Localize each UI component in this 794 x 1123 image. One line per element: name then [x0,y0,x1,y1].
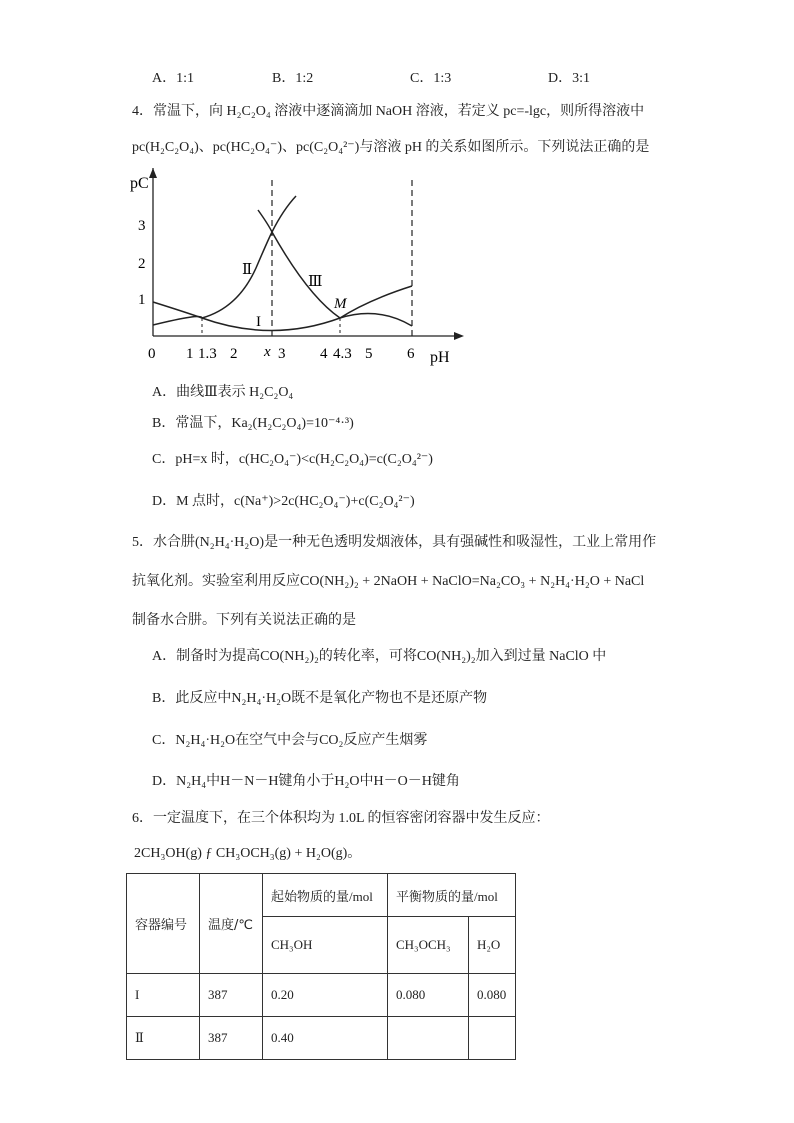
header-initial: 起始物质的量/mol [263,874,388,917]
x-tick-1: 1 [186,346,194,362]
q5-stem-line1: 5．水合肼(N₂H₄·H₂O)是一种无色透明发烟液体，具有强碱性和吸湿性，工业上常用作 [132,535,657,550]
cell-temp: 387 [200,1017,263,1060]
label-curve-II: Ⅱ [242,262,253,278]
header-ch3oh: CH₃OH [263,917,388,974]
q6-equation: 2CH₃OH(g) ƒ CH₃OCH₃(g) + H₂O(g)。 [134,846,362,861]
q4-option-c: C．pH=x 时，c(HC₂O₄⁻)<c(H₂C₂O₄)=c(C₂O₄²⁻) [152,452,433,467]
pc-ph-figure [128,168,468,368]
x-tick-5: 5 [365,346,373,362]
cell-id: Ⅱ [127,1017,200,1060]
cell-id: I [127,974,200,1017]
label-curve-III: Ⅲ [308,274,323,290]
x-tick-x: x [264,344,271,360]
y-tick-3: 3 [138,218,146,234]
header-ch3och3: CH₃OCH₃ [388,917,469,974]
q5-option-c: C．N₂H₄·H₂O在空气中会与CO₂反应产生烟雾 [152,733,428,748]
option-a-q3: A．1:1 [152,71,194,86]
label-point-M: M [334,296,347,312]
q4-option-d: D．M 点时，c(Na⁺)>2c(HC₂O₄⁻)+c(C₂O₄²⁻) [152,494,415,509]
cell-h2o: 0.080 [469,974,516,1017]
option-d-q3: D．3:1 [548,71,590,86]
x-tick-4: 4 [320,346,328,362]
curve-I [153,314,412,331]
q5-option-b: B．此反应中N₂H₄·H₂O既不是氧化产物也不是还原产物 [152,691,488,706]
x-tick-0: 0 [148,346,156,362]
cell-ch3och3: 0.080 [388,974,469,1017]
y-axis-label: pC [130,175,149,192]
option-c-q3: C．1:3 [410,71,452,86]
header-equilibrium: 平衡物质的量/mol [388,874,516,917]
cell-ch3oh: 0.40 [263,1017,388,1060]
header-temperature: 温度/℃ [200,874,263,974]
curve-II [153,196,296,318]
q5-option-d: D．N₂H₄中H－N－H键角小于H₂O中H－O－H键角 [152,774,460,789]
q6-stem-line1: 6．一定温度下，在三个体积均为 1.0L 的恒容密闭容器中发生反应： [132,811,550,826]
cell-ch3och3 [388,1017,469,1060]
x-axis-arrow [454,332,464,340]
q4-stem-line2: pc(H₂C₂O₄)、pc(HC₂O₄⁻)、pc(C₂O₄²⁻)与溶液 pH 的关系如图所示。下列说法正确的是 [132,140,650,155]
table-row [127,974,516,1017]
q5-stem-line2: 抗氧化剂。实验室利用反应CO(NH₂)₂ + 2NaOH + NaClO=Na₂CO₃ + N₂H₄·H₂O + NaCl [132,574,645,589]
x-tick-6: 6 [407,346,415,362]
q4-option-b: B．常温下，Ka₂(H₂C₂O₄)=10⁻⁴·³) [152,416,354,431]
q5-stem-line3: 制备水合肼。下列有关说法正确的是 [132,613,356,628]
x-tick-2: 2 [230,346,238,362]
equilibrium-table [126,873,516,1060]
x-axis-label: pH [430,349,450,366]
y-tick-1: 1 [138,292,146,308]
q5-option-a: A．制备时为提高CO(NH₂)₂的转化率，可将CO(NH₂)₂加入到过量 NaClO 中 [152,649,607,664]
cell-ch3oh: 0.20 [263,974,388,1017]
label-curve-I: I [256,314,261,330]
x-tick-1-3: 1.3 [198,346,217,362]
header-h2o: H₂O [469,917,516,974]
option-b-q3: B．1:2 [272,71,314,86]
cell-h2o [469,1017,516,1060]
q4-option-a: A．曲线Ⅲ表示 H₂C₂O₄ [152,385,294,400]
y-tick-2: 2 [138,256,146,272]
q4-stem-line1: 4．常温下，向 H₂C₂O₄ 溶液中逐滴滴加 NaOH 溶液，若定义 pc=-lgc，则所得溶液中 [132,104,645,119]
x-tick-4-3: 4.3 [333,346,352,362]
x-tick-3: 3 [278,346,286,362]
table-row [127,1017,516,1060]
cell-temp: 387 [200,974,263,1017]
header-container: 容器编号 [127,874,200,974]
y-axis-arrow [149,168,157,178]
